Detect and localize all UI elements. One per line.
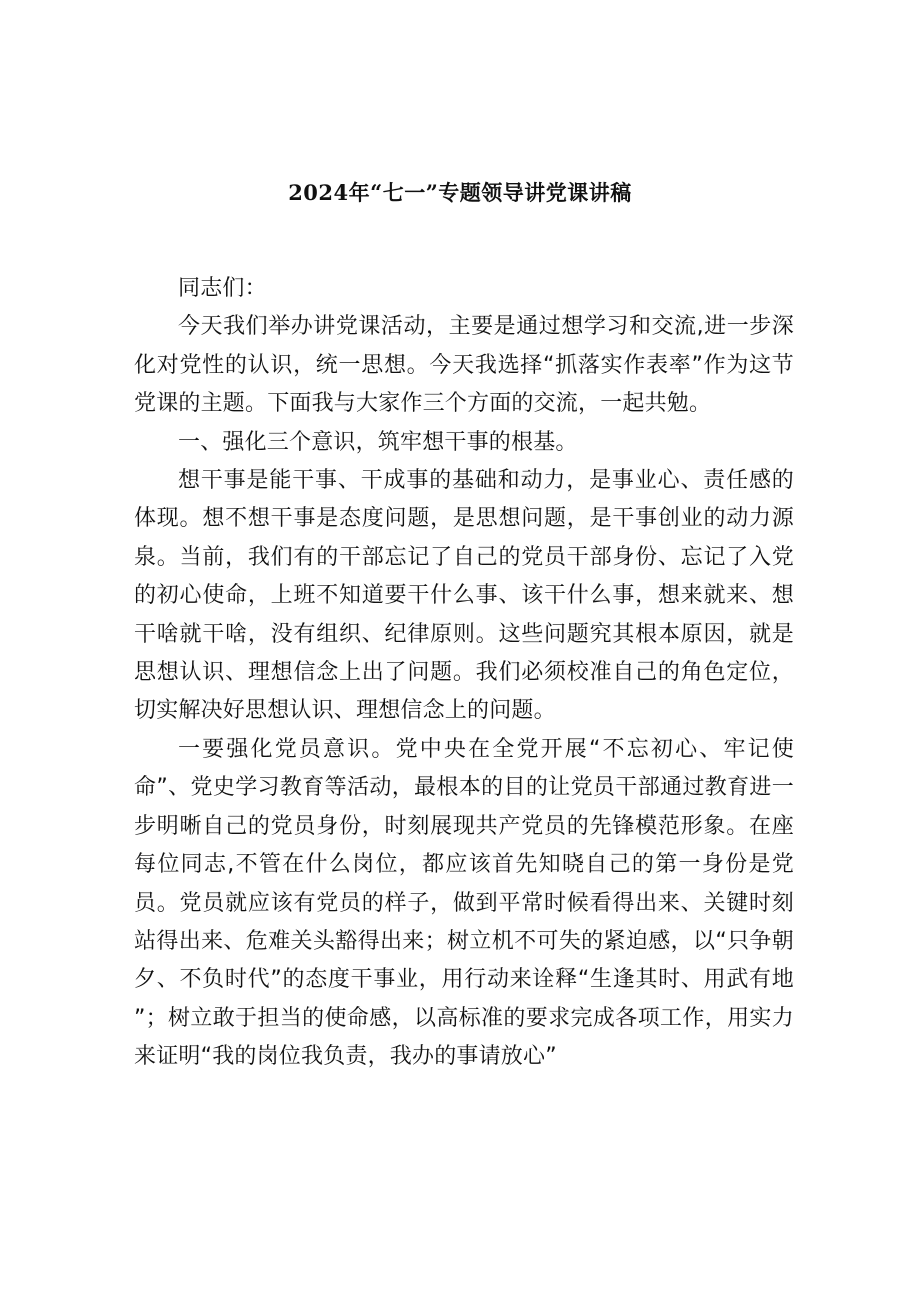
salutation-paragraph: 同志们： [178,276,267,301]
body-paragraph: 一要强化党员意识。党中央在全党开展“不忘初心、牢记使命”、党史学习教育等活动，最根本的目的让党员干部通过教育进一步明晰自己的党员身份，时刻展现共产党员的先锋模范形象。在座每位同志,不管在什么岗位，都应该首先知晓自己的第一身份是党员。党员就应该有党员的样子，做到平常时候看得出来、关键时刻站得出来、危难关头豁得出来；树立机不可失的紧迫感，以“只争朝夕、不负时代”的态度干事业，用行动来诠释“生逢其时、用武有地 ”；树立敢于担当的使命感，以高标准的要求完成各项工作，用实力来证明“我的岗位我负责，我办的事请放心” [134,736,794,1070]
document-body [134,270,794,1077]
intro-paragraph: 今天我们举办讲党课活动，主要是通过想学习和交流,进一步深化对党性的认识，统一思想。今天我选择“抓落实作表率”作为这节党课的主题。下面我与大家作三个方面的交流，一起共勉。 [134,314,794,417]
body-paragraph: 想干事是能干事、干成事的基础和动力，是事业心、责任感的体现。想不想干事是态度问题，是思想问题，是干事创业的动力源泉。当前，我们有的干部忘记了自己的党员干部身份、忘记了入党的初心使命，上班不知道要干什么事、该干什么事，想来就来、想干啥就干啥，没有组织、纪律原则。这些问题究其根本原因，就是思想认识、理想信念上出了问题。我们必须校准自己的角色定位，切实解决好思想认识、理想信念上的问题。 [134,468,794,724]
section-heading-1: 一、强化三个意识，筑牢想干事的根基。 [178,429,578,455]
document-title: 2024年“七一”专题领导讲党课讲稿 [288,180,632,205]
